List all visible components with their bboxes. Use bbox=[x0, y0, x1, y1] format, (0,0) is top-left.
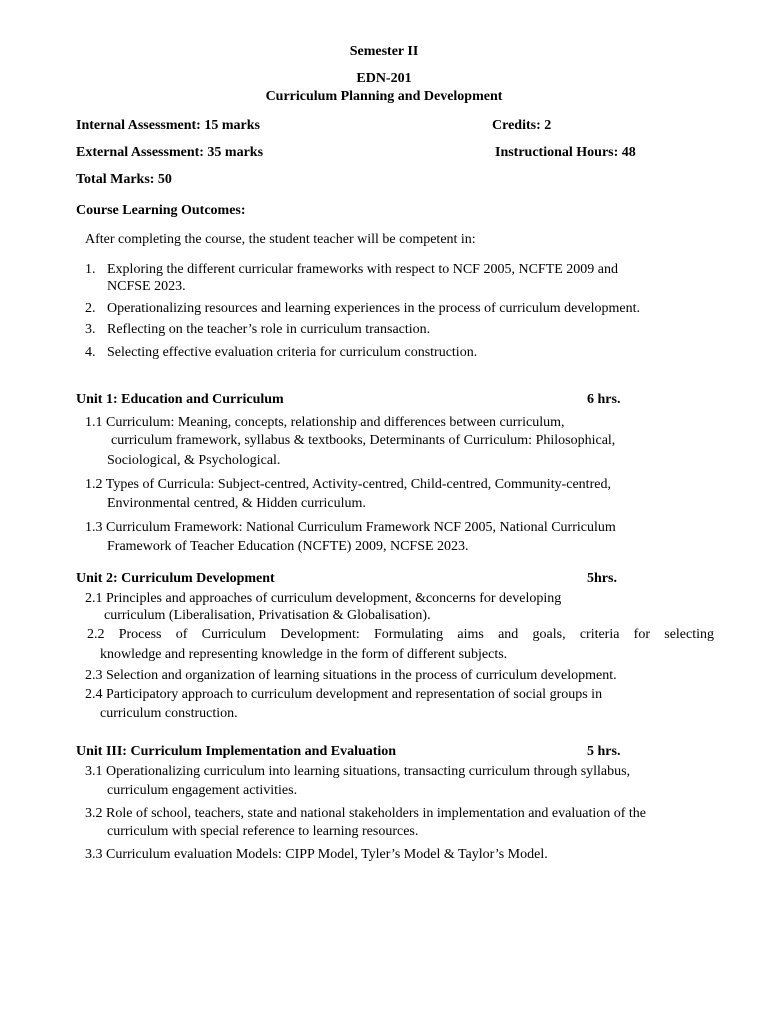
unit-1-item: 1.3 Curriculum Framework: National Curriculum Framework NCF 2005, National Curriculum bbox=[85, 520, 616, 535]
credits: Credits: 2 bbox=[492, 118, 552, 133]
unit-2-title: Unit 2: Curriculum Development bbox=[76, 571, 275, 586]
outcome-text: Exploring the different curricular frameworks with respect to NCF 2005, NCFTE 2009 and bbox=[107, 262, 619, 277]
unit-2-item: curriculum (Liberalisation, Privatisation & Globalisation). bbox=[104, 608, 431, 623]
outcome-number: 3. bbox=[85, 322, 96, 337]
course-code: EDN-201 bbox=[356, 71, 412, 86]
unit-2-item: 2.3 Selection and organization of learning situations in the process of curriculum development. bbox=[85, 668, 617, 683]
outcomes-intro: After completing the course, the student teacher will be competent in: bbox=[85, 232, 476, 247]
unit-1-item: Environmental centred, & Hidden curriculum. bbox=[107, 496, 366, 511]
unit-1-item: Sociological, & Psychological. bbox=[107, 453, 281, 468]
unit-3-item: curriculum engagement activities. bbox=[107, 783, 298, 798]
unit-3-item: curriculum with special reference to learning resources. bbox=[107, 824, 419, 839]
unit-1-item: Framework of Teacher Education (NCFTE) 2009, NCFSE 2023. bbox=[107, 539, 469, 554]
unit-2-item: 2.4 Participatory approach to curriculum development and representation of social groups in bbox=[85, 687, 603, 702]
outcome-text: Reflecting on the teacher’s role in curriculum transaction. bbox=[107, 322, 431, 337]
unit-1-hours: 6 hrs. bbox=[587, 392, 621, 407]
unit-3-item: 3.2 Role of school, teachers, state and national stakeholders in implementation and evaluation of the bbox=[85, 806, 647, 821]
outcome-number: 2. bbox=[85, 301, 96, 316]
unit-3-hours: 5 hrs. bbox=[587, 744, 621, 759]
unit-3-item: 3.3 Curriculum evaluation Models: CIPP Model, Tyler’s Model & Taylor’s Model. bbox=[85, 847, 548, 862]
internal-assessment: Internal Assessment: 15 marks bbox=[76, 118, 260, 133]
unit-3-title: Unit III: Curriculum Implementation and Evaluation bbox=[76, 744, 397, 759]
outcome-text: Selecting effective evaluation criteria for curriculum construction. bbox=[107, 345, 478, 360]
external-assessment: External Assessment: 35 marks bbox=[76, 145, 264, 160]
outcome-number: 1. bbox=[85, 262, 96, 277]
unit-3-item: 3.1 Operationalizing curriculum into learning situations, transacting curriculum through syllabus, bbox=[85, 764, 631, 779]
outcome-text: NCFSE 2023. bbox=[107, 279, 186, 294]
unit-1-item: curriculum framework, syllabus & textbooks, Determinants of Curriculum: Philosophical, bbox=[111, 433, 616, 448]
unit-2-item: 2.1 Principles and approaches of curriculum development, &concerns for developing bbox=[85, 591, 562, 606]
unit-2-item: knowledge and representing knowledge in the form of different subjects. bbox=[100, 647, 508, 662]
course-title: Curriculum Planning and Development bbox=[265, 89, 503, 104]
semester-heading: Semester II bbox=[349, 44, 419, 59]
outcome-text: Operationalizing resources and learning experiences in the process of curriculum development. bbox=[107, 301, 640, 316]
unit-2-item: 2.2 Process of Curriculum Development: Formulating aims and goals, criteria for selecting bbox=[87, 627, 714, 642]
outcomes-heading: Course Learning Outcomes: bbox=[76, 203, 246, 218]
unit-2-item: curriculum construction. bbox=[100, 706, 238, 721]
total-marks: Total Marks: 50 bbox=[76, 172, 172, 187]
unit-1-item: 1.1 Curriculum: Meaning, concepts, relationship and differences between curriculum, bbox=[85, 415, 565, 430]
unit-1-title: Unit 1: Education and Curriculum bbox=[76, 392, 284, 407]
instructional-hours: Instructional Hours: 48 bbox=[495, 145, 636, 160]
unit-1-item: 1.2 Types of Curricula: Subject-centred, Activity-centred, Child-centred, Community-centred, bbox=[85, 477, 611, 492]
outcome-number: 4. bbox=[85, 345, 96, 360]
unit-2-hours: 5hrs. bbox=[587, 571, 617, 586]
